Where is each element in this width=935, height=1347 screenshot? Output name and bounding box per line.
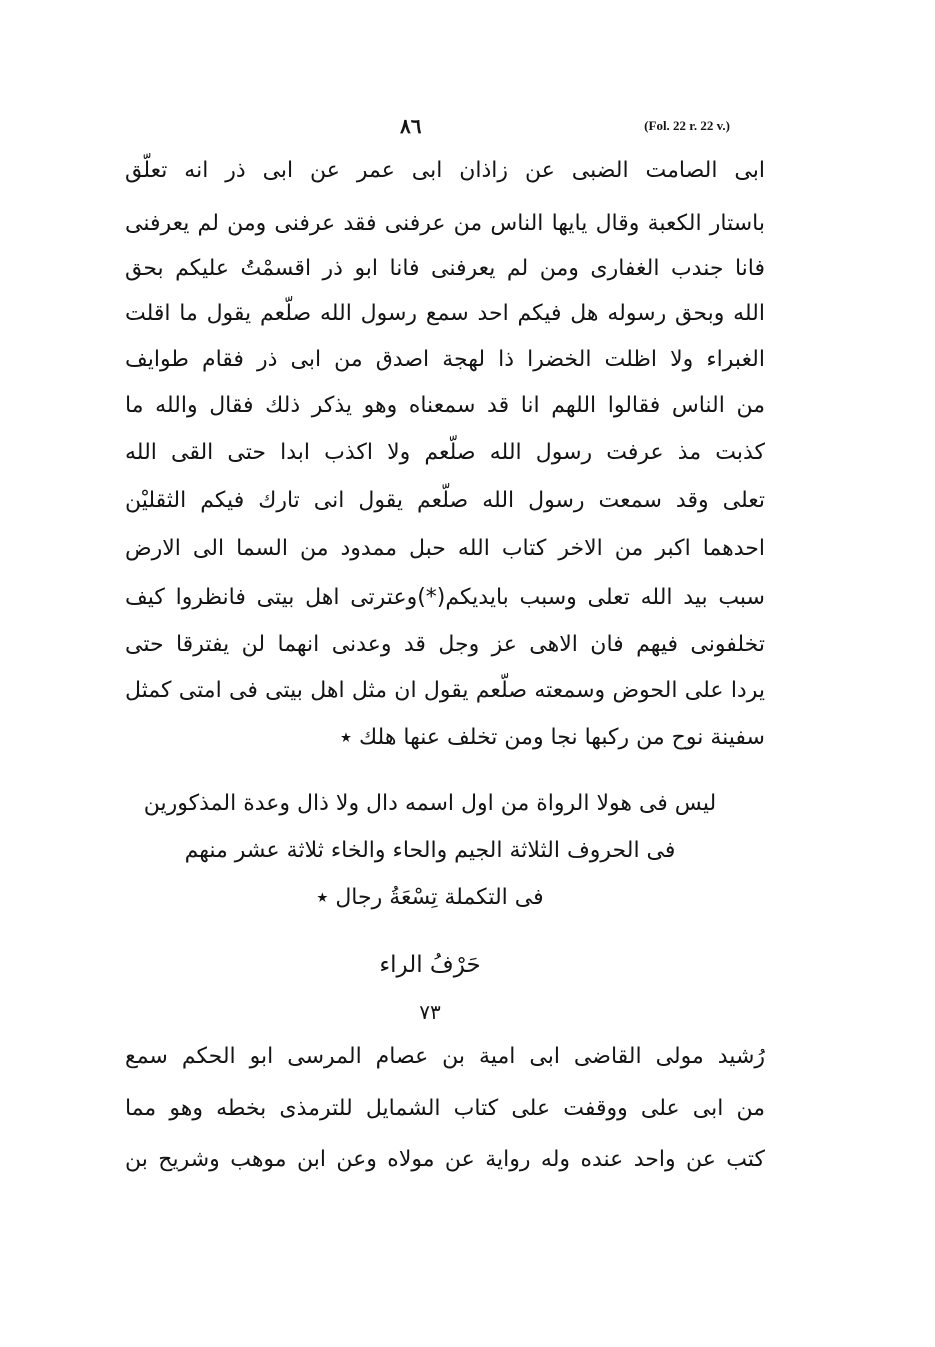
text-line: الغبراء ولا اظلت الخضرا ذا لهجة اصدق من ابى ذر فقام طوايف: [125, 347, 765, 372]
entry-line: رُشيد مولى القاضى ابى امية بن عصام المرسى ابو الحكم سمع: [125, 1044, 765, 1069]
note-line: ليس فى هولا الرواة من اول اسمه دال ولا ذال وعدة المذكورين: [143, 791, 717, 816]
text-line: سفينة نوح من ركبها نجا ومن تخلف عنها هلك ٭: [340, 725, 765, 750]
entry-line: من ابى على ووقفت على كتاب الشمايل للترمذى بخطه وهو مما: [125, 1096, 765, 1121]
entry-line: كتب عن واحد عنده وله رواية عن مولاه وعن ابن موهب وشريح بن: [125, 1147, 765, 1172]
note-line: فى التكملة تِسْعَةُ رجال ٭: [316, 885, 544, 910]
text-line: يردا على الحوض وسمعته صلّعم يقول ان مثل اهل بيتى فى امتى كمثل: [125, 678, 765, 703]
section-heading: حَرْفُ الراء: [379, 952, 481, 978]
text-line: احدهما اكبر من الاخر كتاب الله حبل ممدود من السما الى الارض: [125, 536, 765, 561]
text-line: ابى الصامت الضبى عن زاذان ابى عمر عن ابى ذر انه تعلّق: [125, 158, 765, 183]
text-line: من الناس فقالوا اللهم انا قد سمعناه وهو يذكر ذلك فقال والله ما: [125, 393, 765, 418]
text-line: فانا جندب الغفارى ومن لم يعرفنى فانا ابو ذر اقسمْتُ عليكم بحق: [125, 256, 765, 281]
text-line: تعلى وقد سمعت رسول الله صلّعم يقول انى تارك فيكم الثقليْن: [125, 488, 765, 513]
note-line: فى الحروف الثلاثة الجيم والحاء والخاء ثلاثة عشر منهم: [184, 838, 676, 863]
text-line: الله وبحق رسوله هل فيكم احد سمع رسول الله صلّعم يقول ما اقلت: [125, 301, 765, 326]
text-line: سبب بيد الله تعلى وسبب بايديكم(*)وعترتى اهل بيتى فانظروا كيف: [125, 585, 765, 610]
text-line: تخلفونى فيهم فان الاهى عز وجل قد وعدنى انهما لن يفترقا حتى: [125, 632, 765, 657]
page-number: ٨٦: [400, 114, 422, 138]
text-line: كذبت مذ عرفت رسول الله صلّعم ولا اكذب ابدا حتى القى الله: [125, 440, 765, 465]
text-line: باستار الكعبة وقال يايها الناس من عرفنى فقد عرفنى ومن لم يعرفنى: [125, 211, 765, 236]
folio-reference: (Fol. 22 r. 22 v.): [644, 118, 730, 133]
entry-number: ٧٣: [419, 1000, 441, 1024]
page-header: [400, 114, 730, 142]
